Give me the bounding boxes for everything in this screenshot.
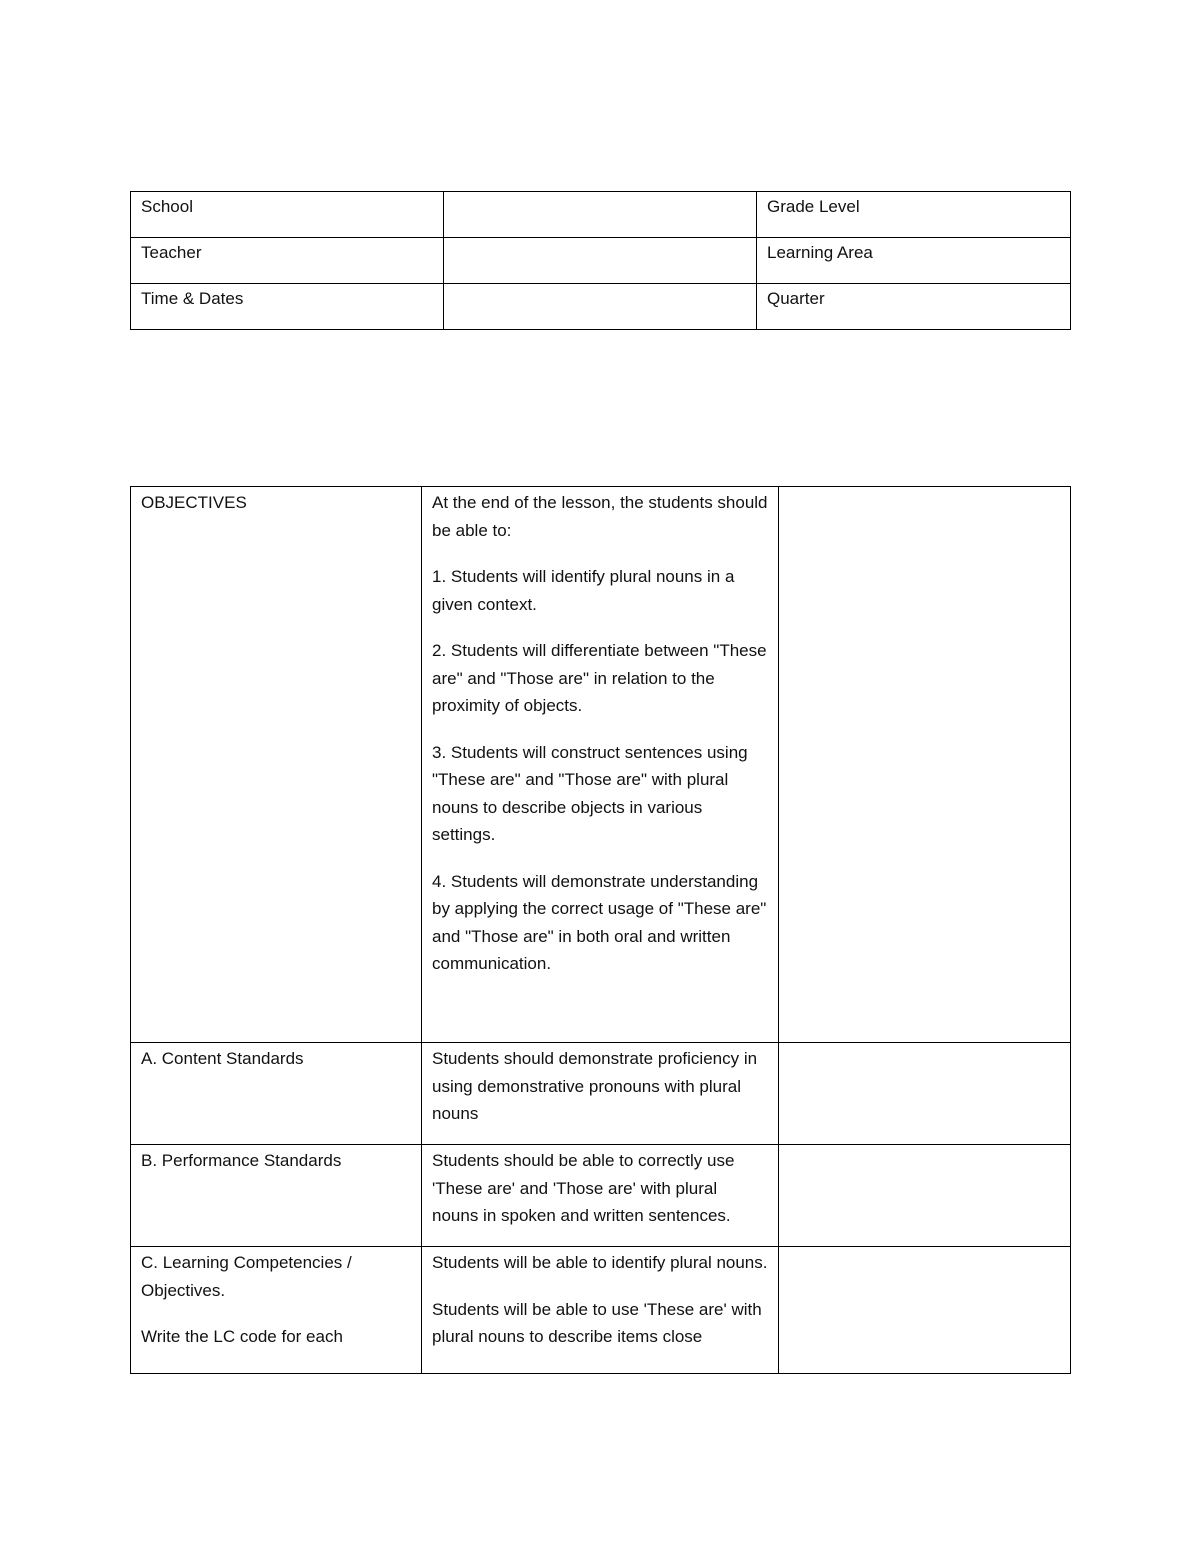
learning-competencies-row bbox=[131, 1247, 1071, 1374]
lesson-plan-table bbox=[130, 486, 1071, 1374]
school-row bbox=[131, 192, 1071, 238]
learning-competencies-label-cell bbox=[131, 1247, 422, 1374]
time-dates-label: Time & Dates bbox=[131, 284, 444, 330]
objective-item: 2. Students will differentiate between "These are" and "Those are" in relation to the proximity of objects. bbox=[432, 641, 767, 715]
content-standards-row bbox=[131, 1043, 1071, 1145]
objectives-intro: At the end of the lesson, the students should be able to: bbox=[432, 493, 768, 540]
time-dates-row bbox=[131, 284, 1071, 330]
school-label: School bbox=[131, 192, 444, 238]
competency-item: Students will be able to use 'These are' with plural nouns to describe items close bbox=[432, 1299, 762, 1346]
objectives-label: OBJECTIVES bbox=[131, 487, 422, 1043]
competency-item: Students will be able to identify plural nouns. bbox=[432, 1253, 768, 1272]
teacher-row bbox=[131, 238, 1071, 284]
school-value[interactable] bbox=[444, 192, 757, 238]
performance-standards-row bbox=[131, 1145, 1071, 1247]
objective-item: 3. Students will construct sentences using "These are" and "Those are" with plural nouns to describe objects in various settings. bbox=[432, 742, 748, 844]
quarter-label: Quarter bbox=[757, 284, 1071, 330]
school-info-table bbox=[130, 191, 1071, 330]
objectives-notes-cell[interactable] bbox=[779, 487, 1071, 1043]
objective-item: 4. Students will demonstrate understanding by applying the correct usage of "These are" and "Those are" in both oral and written communication. bbox=[432, 871, 767, 973]
learning-competencies-notes-cell[interactable] bbox=[779, 1247, 1071, 1374]
learning-competencies-content bbox=[422, 1247, 779, 1374]
objectives-content bbox=[422, 487, 779, 1043]
performance-standards-text: Students should be able to correctly use 'These are' and 'Those are' with plural nouns in spoken and written sentences. bbox=[422, 1145, 779, 1247]
teacher-label: Teacher bbox=[131, 238, 444, 284]
learning-competencies-label: C. Learning Competencies / Objectives. bbox=[141, 1253, 352, 1300]
content-standards-label: A. Content Standards bbox=[131, 1043, 422, 1145]
content-standards-text: Students should demonstrate proficiency in using demonstrative pronouns with plural nouns bbox=[422, 1043, 779, 1145]
grade-level-label: Grade Level bbox=[757, 192, 1071, 238]
performance-standards-label: B. Performance Standards bbox=[131, 1145, 422, 1247]
time-dates-value[interactable] bbox=[444, 284, 757, 330]
objectives-row bbox=[131, 487, 1071, 1043]
teacher-value[interactable] bbox=[444, 238, 757, 284]
performance-standards-notes-cell[interactable] bbox=[779, 1145, 1071, 1247]
lc-code-note: Write the LC code for each bbox=[141, 1327, 343, 1346]
learning-area-label: Learning Area bbox=[757, 238, 1071, 284]
content-standards-notes-cell[interactable] bbox=[779, 1043, 1071, 1145]
objective-item: 1. Students will identify plural nouns in a given context. bbox=[432, 567, 735, 614]
